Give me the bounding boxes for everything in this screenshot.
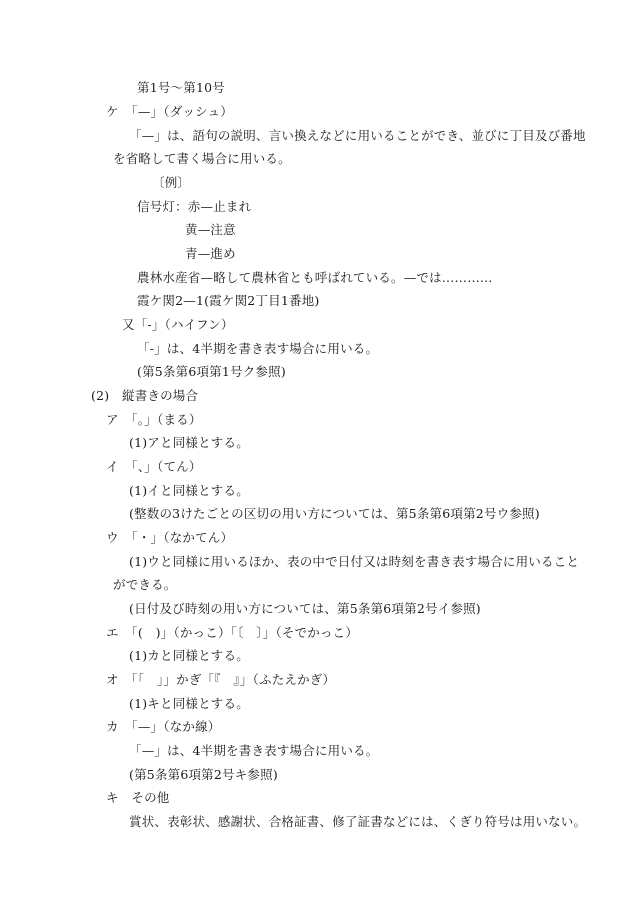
dash-description: 「—」は、語句の説明、言い換えなどに用いることができ、並びに丁目及び番地	[129, 128, 586, 143]
heading-hyphen: 又「‐」（ハイフン）	[122, 317, 234, 332]
range-label: 第1号〜第10号	[137, 80, 225, 95]
heading-o-kagi: オ 「「 」」かぎ「『 』」（ふたえかぎ）	[106, 672, 336, 687]
a-description: (1)アと同様とする。	[129, 435, 249, 450]
dash-description-cont: を省略して書く場合に用いる。	[113, 151, 291, 166]
heading-ki-other: キ その他	[106, 790, 170, 805]
section-vertical: (2) 縦書きの場合	[91, 388, 199, 403]
heading-ke-dash: ケ 「—」（ダッシュ）	[106, 104, 233, 119]
ka-description: 「—」は、4半期を書き表す場合に用いる。	[129, 743, 379, 758]
hyphen-reference: (第5条第6項第1号ク参照)	[137, 364, 286, 379]
heading-ka-nakasen: カ 「—」（なか線）	[106, 719, 221, 734]
u-description-cont: ができる。	[113, 577, 177, 592]
heading-e-kakko: エ 「( )」（かっこ）「〔 〕」（そでかっこ）	[106, 625, 359, 640]
e-description: (1)カと同様とする。	[129, 648, 249, 663]
hyphen-description: 「‐」は、4半期を書き表す場合に用いる。	[137, 341, 379, 356]
example-address: 霞ケ関2—1(霞ケ関2丁目1番地)	[137, 293, 320, 308]
i-description: (1)イと同様とする。	[129, 483, 249, 498]
example-signal-red: 信号灯：赤—止まれ	[137, 199, 252, 214]
o-description: (1)キと同様とする。	[129, 696, 249, 711]
heading-i-ten: イ 「、」（てん）	[106, 459, 202, 474]
heading-a-maru: ア 「。」（まる）	[106, 412, 202, 427]
example-signal-green: 青—進め	[185, 246, 236, 261]
heading-u-nakaten: ウ 「・」（なかてん）	[106, 530, 234, 545]
example-label: 〔例〕	[152, 175, 191, 190]
u-reference: (日付及び時刻の用い方については、第5条第6項第2号イ参照)	[129, 601, 481, 616]
i-reference: (整数の3けたごとの区切の用い方については、第5条第6項第2号ウ参照)	[129, 506, 540, 521]
u-description: (1)ウと同様に用いるほか、表の中で日付又は時刻を書き表す場合に用いること	[129, 554, 580, 569]
example-ministry: 農林水産省—略して農林省とも呼ばれている。—では…………	[137, 270, 493, 285]
example-signal-yellow: 黄—注意	[185, 222, 236, 237]
ki-description: 賞状、表彰状、感謝状、合格証書、修了証書などには、くぎり符号は用いない。	[129, 814, 587, 829]
ka-reference: (第5条第6項第2号キ参照)	[129, 767, 278, 782]
